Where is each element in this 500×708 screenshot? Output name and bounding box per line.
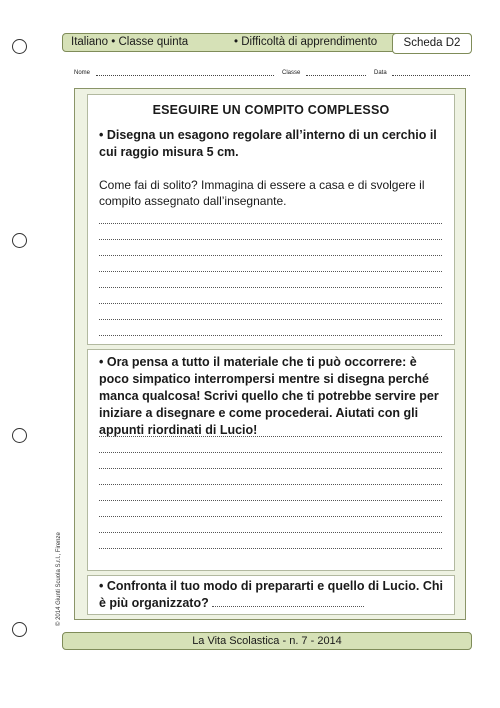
answer-line[interactable] — [99, 468, 442, 469]
topic-label: • Difficoltà di apprendimento — [234, 36, 378, 48]
header-bar — [62, 33, 472, 52]
answer-line[interactable] — [99, 452, 442, 453]
name-label: Nome — [74, 70, 91, 76]
question-1: • Disegna un esagono regolare all’interno di un cerchio il cui raggio misura 5 cm. — [99, 128, 437, 159]
worksheet-title: ESEGUIRE UN COMPITO COMPLESSO — [152, 103, 390, 117]
answer-inline[interactable] — [212, 606, 364, 607]
student-info-row — [74, 68, 470, 78]
question-3-line2: è più organizzato? — [99, 596, 209, 610]
answer-line[interactable] — [99, 223, 442, 224]
name-field[interactable] — [96, 75, 274, 76]
answer-line[interactable] — [99, 436, 442, 437]
question-3-line1: • Confronta il tuo modo di prepararti e quello di Lucio. Chi — [99, 579, 443, 593]
answer-line[interactable] — [99, 271, 442, 272]
date-field[interactable] — [392, 75, 470, 76]
worksheet-panel — [74, 88, 466, 620]
section-2 — [87, 349, 455, 571]
binder-hole-top — [12, 39, 27, 54]
answer-line[interactable] — [99, 484, 442, 485]
class-field[interactable] — [306, 75, 366, 76]
answer-line[interactable] — [99, 319, 442, 320]
binder-hole-bottom — [12, 622, 27, 637]
binder-hole-upper — [12, 233, 27, 248]
answer-line[interactable] — [99, 303, 442, 304]
answer-line[interactable] — [99, 239, 442, 240]
answer-line[interactable] — [99, 255, 442, 256]
question-3 — [99, 578, 449, 612]
answer-line[interactable] — [99, 516, 442, 517]
question-2: • Ora pensa a tutto il materiale che ti può occorrere: è poco simpatico interrompersi mentre si disegna perché manca qualcosa! Scrivi quello che ti potrebbe servire per iniziare a disegnare e come procederai. Aiutati con gli appunti riordinati di Lucio! — [99, 355, 439, 437]
subject-label: Italiano • Classe quinta — [71, 36, 189, 48]
copyright-notice: © 2014 Giunti Scuola S.r.l., Firenze — [56, 532, 62, 626]
class-label: Classe — [282, 70, 301, 76]
question-1-followup: Come fai di solito? Immagina di essere a casa e di svolgere il compito assegnato dall’insegnante. — [99, 178, 425, 208]
footer-bar: La Vita Scolastica - n. 7 - 2014 — [62, 632, 472, 650]
binder-hole-lower — [12, 428, 27, 443]
answer-line[interactable] — [99, 287, 442, 288]
section-3 — [87, 575, 455, 615]
date-label: Data — [374, 70, 387, 76]
answer-line[interactable] — [99, 500, 442, 501]
answer-line[interactable] — [99, 548, 442, 549]
section-1 — [87, 94, 455, 345]
sheet-badge: Scheda D2 — [392, 33, 472, 54]
answer-line[interactable] — [99, 532, 442, 533]
answer-line[interactable] — [99, 335, 442, 336]
